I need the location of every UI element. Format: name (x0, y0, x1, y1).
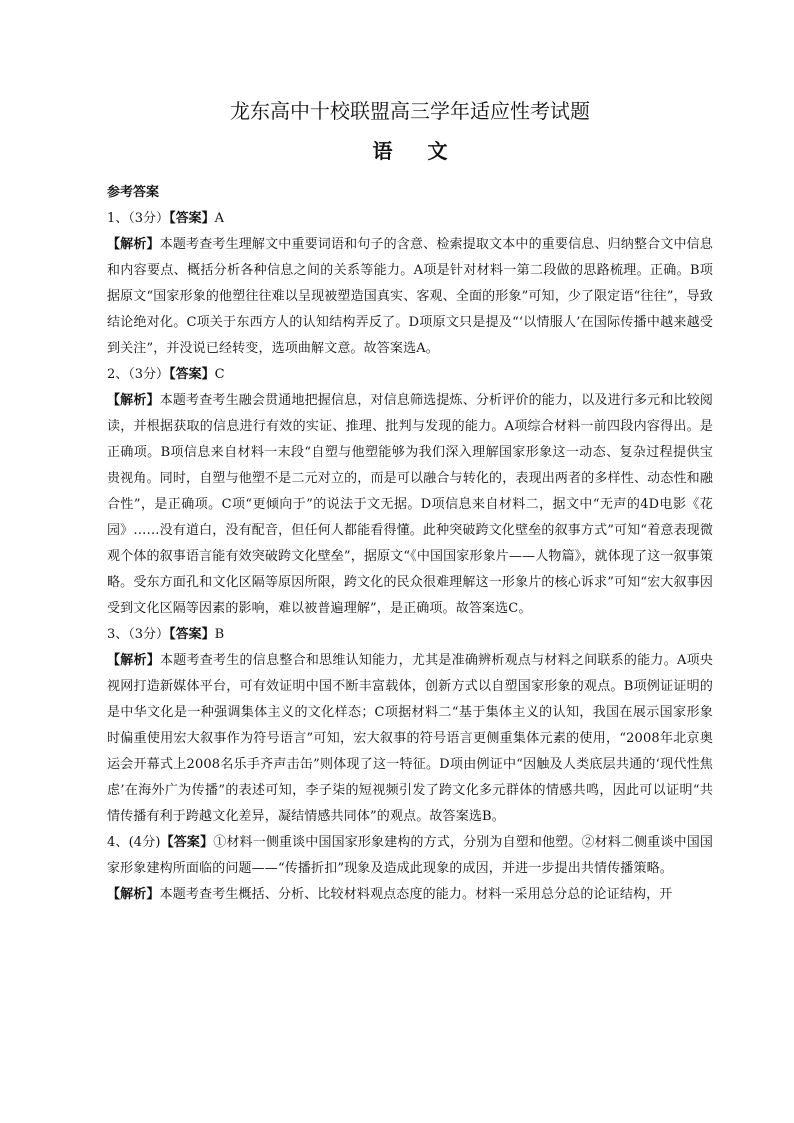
question-score: (4分) (128, 835, 161, 850)
question-number: 3、 (107, 627, 129, 642)
question-number: 2、 (107, 367, 129, 382)
answer-tag: 【答案】 (169, 627, 215, 642)
question-score: （3分） (128, 627, 170, 642)
analysis-tag: 【解析】 (107, 393, 160, 408)
answer-value: C (214, 367, 225, 382)
question-4-answer (107, 830, 713, 882)
question-1-analysis (107, 232, 713, 362)
subject-title: 语 文 (372, 139, 462, 163)
analysis-tag: 【解析】 (107, 887, 160, 902)
question-score: （3分） (128, 367, 170, 382)
question-4-analysis (107, 882, 713, 908)
question-1-header (107, 206, 713, 232)
analysis-text: 本题考查考生的信息整合和思维认知能力，尤其是准确辨析观点与材料之间联系的能力。A项央视网打造新媒体平台，可有效证明中国不断丰富载体，创新方式以自塑国家形象的观点。B项例证证明的是中华文化是一种强调集体主义的文化样态；C项据材料二“基于集体主义的认知，我国在展示国家形象时偏重使用宏大叙事作为符号语言”可知，宏大叙事的符号语言更侧重集体元素的使用，“2008年北京奥运会开幕式上2008名乐手齐声击缶”则体现了这一特征。D项由例证中“因触及人类底层共通的‘现代性焦虑’在海外广为传播”的表述可知，李子柒的短视频引发了跨文化多元群体的情感共鸣，因此可以证明“共情传播有利于跨越文化差异，凝结情感共同体”的观点。故答案选B。 (107, 653, 713, 824)
answer-value: ①材料一侧重谈中国国家形象建构的方式，分别为自塑和他塑。②材料二侧重谈中国国家形象建构所面临的问题——“传播折扣”现象及造成此现象的成因，并进一步提出共情传播策略。 (107, 835, 714, 876)
analysis-text: 本题考查考生理解文中重要词语和句子的含意、检索提取文本中的重要信息、归纳整合文中信息和内容要点、概括分析各种信息之间的关系等能力。A项是针对材料一第二段做的思路梳理。正确。B项据原文“国家形象的他塑往往难以呈现被塑造国真实、客观、全面的形象”可知，少了限定语“往往”，导致结论绝对化。C项关于东西方人的认知结构弄反了。D项原文只是提及“‘以情服人’在国际传播中越来越受到关注”，并没说已经转变，选项曲解文意。故答案选A。 (107, 237, 713, 356)
answer-value: B (214, 627, 225, 642)
analysis-text: 本题考查考生概括、分析、比较材料观点态度的能力。材料一采用总分总的论证结构，开 (159, 887, 673, 902)
question-number: 1、 (107, 211, 129, 226)
answer-tag: 【答案】 (169, 367, 215, 382)
analysis-tag: 【解析】 (107, 653, 161, 668)
answer-tag: 【答案】 (160, 835, 214, 850)
question-number: 4、 (107, 835, 129, 850)
page-title: 龙东高中十校联盟高三学年适应性考试题 (230, 99, 590, 123)
question-2-header (107, 362, 713, 388)
question-3-header (107, 622, 713, 648)
question-score: （3分） (128, 211, 170, 226)
analysis-text: 本题考查考生融会贯通地把握信息，对信息筛选提炼、分析评价的能力，以及进行多元和比较阅读，并根据获取的信息进行有效的实证、推理、批判与发现的能力。A项综合材料一前四段内容得出。是正确项。B项信息来自材料一末段“自塑与他塑能够为我们深入理解国家形象这一动态、复杂过程提供宝贵视角。同时，自塑与他塑不是二元对立的，而是可以融合与转化的，表现出两者的多样性、动态性和融合性”，是正确项。C项“更倾向于”的说法于文无据。D项信息来自材料二，据文中“无声的4D电影《花园》……没有道白，没有配音，但任何人都能看得懂。此种突破跨文化壁垒的叙事方式”可知“着意表现微观个体的叙事语言能有效突破跨文化壁垒”，据原文“《中国国家形象片——人物篇》，就体现了这一叙事策略。受东方面孔和文化区隔等原因所限，跨文化的民众很难理解这一形象片的核心诉求”可知“宏大叙事因受到文化区隔等因素的影响，难以被普遍理解”，是正确项。故答案选C。 (107, 393, 713, 616)
question-3-analysis (107, 648, 713, 830)
question-2-analysis (107, 388, 713, 622)
answer-tag: 【答案】 (169, 211, 215, 226)
analysis-tag: 【解析】 (107, 237, 160, 252)
answer-value: A (214, 211, 224, 226)
answer-sheet (107, 96, 713, 908)
reference-answer-heading: 参考答案 (107, 185, 160, 200)
